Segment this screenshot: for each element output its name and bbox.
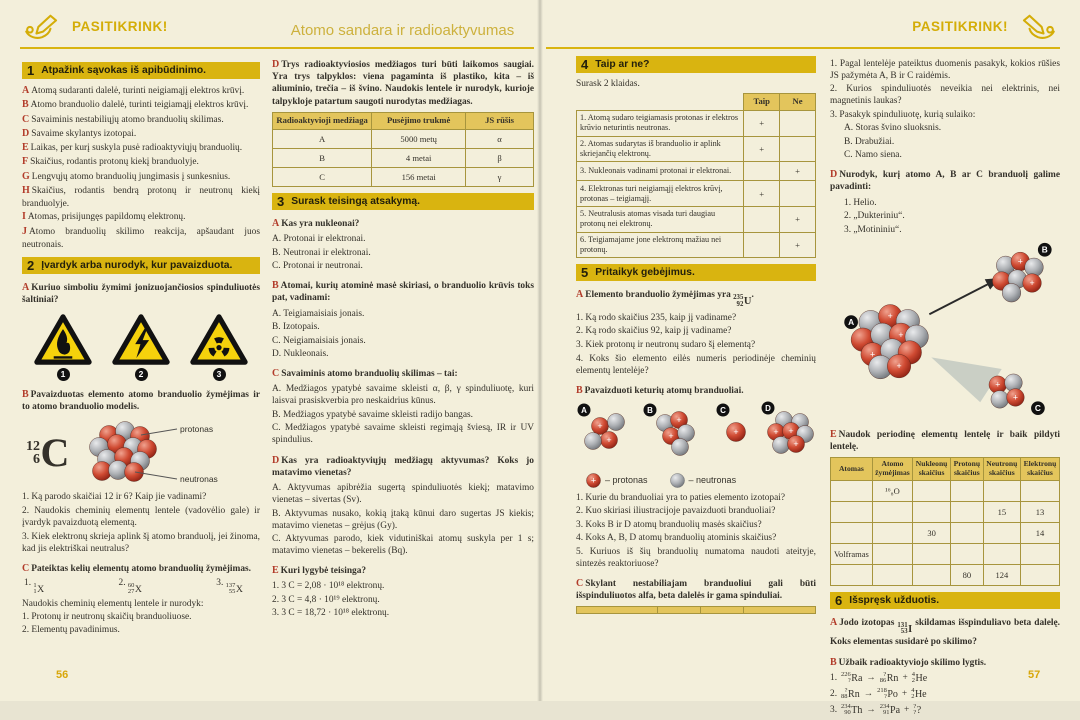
brand-label: PASITIKRINK! (72, 18, 168, 34)
table-row: 4. Elektronas turi neigiamąjį elektros krūvį, protonas – teigiamąjį. + (577, 181, 816, 207)
task-sub-options (844, 122, 1060, 161)
task-2b-lead: B Pavaizduotas elemento atomo branduolio žymėjimas ir to atomo branduolio modelis. (22, 388, 260, 413)
proton-icon (586, 473, 601, 488)
task-5a-lead: A Elemento branduolio žymėjimas yra 235 92 U . (576, 289, 754, 309)
nucleus-badge-c: C (1034, 402, 1041, 413)
proton-legend-chip (586, 473, 648, 488)
warning-signs-figure (22, 314, 260, 381)
question-item: 4. Koks šio elemento eilės numeris periodinėje cheminių elementų lentelėje? (576, 353, 816, 376)
task-6b-lead: B Užbaik radioaktyviojo skilimo lygtis. (830, 656, 987, 668)
column-header: Taip (744, 94, 780, 111)
svg-text:+: + (1029, 277, 1035, 288)
question-item: 1. Kurie du branduoliai yra to paties elemento izotopai? (576, 492, 786, 503)
section-number: 6 (835, 592, 843, 608)
arrow-glyph: → (863, 689, 874, 700)
definition-item: E Laikas, per kurį suskyla pusė radioaktyviųjų branduolių. (22, 142, 243, 154)
option-item: D. Nukleonais. (272, 349, 329, 360)
task-3d-lead: D Kas yra radioaktyviųjų medžiagų aktyvumas? Koks jo matavimo vienetas? (272, 454, 534, 478)
task-3a-lead: A Kas yra nukleonai? (272, 217, 360, 229)
decay-equation: 3. 234 90 Th → 234 91 Pa + ? ? ? (830, 702, 922, 717)
true-false-table (576, 93, 816, 258)
section-number: 1 (27, 63, 35, 78)
question-item: 1. Protonų ir neutronų skaičių branduoliuose. (22, 611, 192, 622)
section-number: 2 (27, 257, 35, 273)
task-2d-lead: D Trys radioaktyviosios medžiagos turi būti laikomos saugiai. Yra trys talpyklos: viena pagaminta iš plastiko, kita – iš aliuminio, trečia – iš švino. Naudokis lentele ir nurodyk, kurioje talpykloje patartum saugoti nurodytas medžiagas. (272, 59, 534, 107)
plus-glyph: + (904, 705, 910, 716)
question-item: 1. Ką rodo skaičius 235, kaip jį vadiname? (576, 312, 737, 323)
option-item: 2. „Dukteriniu“. (844, 211, 905, 222)
question-item: 3. Kiek elektronų skrieja aplink šį atomo branduolį, jei žinoma, kad jis elektriškai neutralus? (22, 531, 260, 554)
nuclide-item: 3. 137 55 X (216, 577, 243, 596)
section-title: Taip ar ne? (595, 59, 650, 70)
nucleus-model-image (77, 417, 239, 489)
section-number: 4 (581, 57, 589, 72)
neutron-label: neutronas (180, 474, 219, 485)
column-header: Ne (780, 94, 816, 111)
task-6a-lead: A Jodo izotopas 131 53 I skildamas išspinduliavo beta dalelę. Koks elementas susidarė po skilimo? (830, 616, 1061, 648)
nuclei-legend (586, 473, 816, 488)
warning-sign-1 (34, 314, 92, 381)
svg-text:+: + (898, 329, 904, 340)
svg-text:+: + (870, 349, 876, 360)
table-row: 1. Atomą sudaro teigiamasis protonas ir elektros krūvio neturintis neutronas. + (577, 110, 816, 136)
nucleus-badge-b: B (1041, 244, 1048, 255)
option-item: 1. 3 C = 2,08 · 10¹⁸ elektronų. (272, 581, 385, 592)
section-title: Atpažink sąvokas iš apibūdinimo. (41, 65, 207, 76)
table-row: B 4 metai β (273, 148, 534, 167)
section-title: Pritaikyk gebėjimus. (595, 267, 695, 279)
plus-glyph: + (901, 689, 908, 700)
task-3c-options (272, 383, 534, 446)
task-3b-lead: B Atomai, kurių atominė masė skiriasi, o branduolio krūvis toks pat, vadinami: (272, 280, 534, 304)
task-3b-options (272, 308, 534, 361)
option-item: B. Neutronai ir elektronai. (272, 247, 371, 258)
task-3a-options (272, 233, 534, 272)
writing-hand-icon (1016, 12, 1058, 40)
svg-text:+: + (896, 360, 902, 371)
svg-text:+: + (606, 434, 612, 445)
option-item: 2. 3 C = 4,8 · 10¹⁹ elektronų. (272, 594, 380, 605)
nucleus-badge-d: D (765, 403, 771, 413)
option-item: B. Aktyvumas nusako, kokią įtaką kūnui daro sugertas JS kiekis; matavimo vienetas – grėjus (Gy). (272, 508, 534, 531)
option-item: B. Izotopais. (272, 322, 320, 333)
task-2c-questions (22, 611, 260, 637)
section-2-header (22, 257, 260, 274)
svg-text:+: + (773, 426, 779, 437)
column-header: Atomas (831, 458, 873, 480)
option-item: 3. „Motininiu“. (844, 224, 902, 235)
question-item: 3. Koks B ir D atomų branduolių masės skaičius? (576, 519, 762, 530)
table-row: Volframas (831, 543, 1060, 564)
neutron-legend-chip (670, 473, 737, 488)
svg-text:+: + (597, 420, 603, 431)
svg-text:+: + (1012, 392, 1018, 403)
definition-item: A Atomą sudaranti dalelė, turinti neigiamąjį elektros krūvį. (22, 85, 245, 96)
figure-number-badge: 2 (135, 368, 148, 381)
option-item: C. Medžiagos ypatybė savaime skleisti regimąją šviesą, IR ir UV spindulius. (272, 423, 534, 446)
nucleus-badge-a: A (581, 405, 587, 415)
column-4 (830, 56, 1060, 720)
table-row: ¹⁶₈O (831, 480, 1060, 501)
task-2b-questions (22, 491, 260, 554)
page-number-right: 57 (1028, 669, 1041, 681)
column-1 (22, 56, 260, 638)
option-item: 3. 3 C = 18,72 · 10¹⁸ elektronų. (272, 608, 390, 619)
figure-number-badge: 1 (57, 368, 70, 381)
nucleus-badge-a: A (848, 316, 855, 327)
nucleus-badge-b: B (647, 405, 653, 415)
flammable-icon (34, 314, 92, 365)
neutron-icon (670, 473, 685, 488)
svg-text:+: + (733, 426, 739, 437)
legend-label: – neutronas (688, 475, 737, 486)
question-item: 2. Ką rodo skaičius 92, kaip jį vadiname? (576, 326, 732, 337)
svg-text:+: + (676, 414, 682, 425)
option-item: C. Aktyvumas parodo, kiek vidutiniškai atomų suskyla per 1 s; matavimo vienetas – bekerelis (Bq). (272, 534, 534, 557)
option-item: A. Protonai ir elektronai. (272, 233, 366, 244)
section-5-header (576, 264, 816, 281)
brand-right (912, 12, 1058, 40)
high-voltage-icon (112, 314, 170, 365)
table-row: A 5000 metų α (273, 129, 534, 148)
task-continuation-questions (830, 58, 1060, 121)
definition-item: G Lengvųjų atomo branduolių jungimasis į sunkesnius. (22, 170, 231, 182)
proton-label: protonas (180, 424, 214, 435)
section-1-header (22, 62, 260, 79)
svg-text:+: + (788, 425, 794, 436)
question-item: 3. Kiek protonų ir neutronų sudaro šį elementą? (576, 340, 756, 350)
header-rule-right (546, 47, 1060, 49)
section-3-header (272, 193, 534, 210)
column-header: Atomo žymėjimas (872, 458, 912, 480)
task-2c-note: Naudokis cheminių elementų lentele ir nurodyk: (22, 598, 204, 609)
column-header: JS rūšis (466, 112, 534, 129)
option-item: B. Drabužiai. (844, 136, 895, 147)
option-item: A. Storas švino sluoksnis. (844, 123, 942, 134)
task-d-items (844, 197, 1060, 236)
page-number-left: 56 (56, 669, 69, 681)
task-3e-lead: E Kuri lygybė teisinga? (272, 565, 367, 577)
header-rule-left (20, 47, 534, 49)
writing-hand-icon (22, 12, 64, 40)
task-2a-lead: A Kuriuo simboliu žymimi jonizuojančiosios spinduliuotės šaltiniai? (22, 281, 260, 305)
option-item: B. Medžiagos ypatybė savaime skleisti radijo bangas. (272, 409, 473, 420)
svg-text:+: + (995, 379, 1001, 390)
decay-equations (830, 672, 1060, 717)
definition-item: H Skaičius, rodantis bendrą protonų ir neutronų kiekį branduolyje. (22, 185, 260, 209)
nuclide-item: 1. 1 1 X (24, 577, 45, 596)
section-title: Įvardyk arba nurodyk, kur pavaizduota. (41, 259, 233, 271)
option-item: A. Teigiamaisiais jonais. (272, 308, 365, 319)
table-row: 6. Teigiamajame jone elektronų mažiau nei protonų. + (577, 232, 816, 258)
decay-diagram-figure (830, 238, 1060, 421)
column-header: Protonų skaičius (951, 458, 984, 480)
nucleus-badge-c: C (720, 405, 726, 415)
plus-glyph: + (902, 673, 908, 684)
definition-item: C Savaiminis nestabiliųjų atomo branduolių skilimas. (22, 113, 224, 125)
option-item: C. Protonai ir neutronai. (272, 261, 363, 272)
column-header: Nukleonų skaičius (913, 458, 951, 480)
definition-item: I Atomas, prisijungęs papildomų elektronų. (22, 211, 186, 223)
column-header: Pusėjimo trukmė (372, 112, 466, 129)
four-nuclei-figure (576, 400, 816, 469)
svg-text:+: + (887, 310, 893, 321)
column-2 (272, 56, 534, 621)
svg-text:+: + (793, 438, 799, 449)
radiation-table (576, 606, 816, 614)
task-3e-options (272, 580, 534, 619)
task-d-lead: D Nurodyk, kurį atomo A, B ar C branduolį galime pavadinti: (830, 169, 1060, 193)
option-item: A. Medžiagos ypatybė savaime skleisti α, β, γ spinduliuotę, kuri laisvai prasiskverbia pro neskaidrius kūnus. (272, 384, 534, 407)
uranium-nuclide: 235 92 U (733, 294, 752, 309)
definition-item: F Skaičius, rodantis protonų kiekį branduolyje. (22, 156, 199, 168)
nuclide-item: 2. 60 27 X (118, 577, 142, 596)
column-header (744, 607, 816, 614)
materials-table (272, 112, 534, 187)
column-3 (576, 56, 816, 618)
brand-label: PASITIKRINK! (912, 18, 1008, 34)
table-row: C 156 metai γ (273, 167, 534, 186)
table-row: 30 14 (831, 522, 1060, 543)
option-item: 1. Helio. (844, 197, 877, 208)
task-5a-questions (576, 312, 816, 377)
nuclear-decay-image (833, 238, 1057, 416)
question-item: 2. Kuo skiriasi iliustracijoje pavaizduoti branduoliai? (576, 506, 776, 517)
decay-equation: 1. 226 ? Ra → ? 86 Rn + 4 2 He (830, 670, 928, 685)
task-3c-lead: C Savaiminis atomo branduolių skilimas – tai: (272, 368, 458, 380)
section-number: 3 (277, 193, 285, 209)
carbon-nucleus-figure (26, 417, 260, 489)
question-item: 2. Elementų pavadinimus. (22, 625, 120, 636)
column-header (701, 607, 744, 614)
section-6-header (830, 592, 1060, 609)
table-row: 15 13 (831, 501, 1060, 522)
svg-text:+: + (590, 475, 597, 486)
column-header (658, 607, 701, 614)
radioactive-icon (190, 314, 248, 365)
question-item: 1. Pagal lentelėje pateiktus duomenis pasakyk, kokios rūšies JS pažymėta A, B ir C raidėmis. (830, 58, 1060, 81)
question-item: 1. Ką parodo skaičiai 12 ir 6? Kaip jie vadinami? (22, 492, 207, 503)
elements-fill-table (830, 457, 1060, 585)
decay-equation: 2. ? 88 Rn → 218 ? Po + 4 2 He (830, 686, 927, 701)
table-row: 3. Nukleonais vadinami protonai ir elektronai. + (577, 162, 816, 181)
brand-left (22, 12, 168, 40)
question-item: 5. Kuriuos iš šių branduolių numatoma naudoti ateityje, sintezės reaktoriuose? (576, 546, 816, 569)
figure-number-badge: 3 (213, 368, 226, 381)
task-4-intro: Surask 2 klaidas. (576, 79, 640, 89)
option-item: C. Neigiamaisiais jonais. (272, 335, 366, 346)
nuclei-image (576, 400, 814, 464)
warning-sign-2 (112, 314, 170, 381)
column-header: Neutronų skaičius (983, 458, 1020, 480)
task-2c-lead: C Pateiktas kelių elementų atomo branduolių žymėjimas. (22, 562, 252, 574)
option-item: A. Aktyvumas apibrėžia sugertą spinduliuotės kiekį; matavimo vienetas – sivertas (Sv). (272, 482, 534, 505)
section-title: Išspręsk užduotis. (849, 594, 940, 606)
section-number: 5 (581, 265, 589, 281)
arrow-glyph: → (866, 673, 876, 684)
section-title: Surask teisingą atsakymą. (291, 195, 421, 207)
task-5b-lead: B Pavaizduoti keturių atomų branduoliai. (576, 384, 744, 396)
iodine-nuclide: 131 53 I (897, 621, 913, 636)
option-item: C. Namo siena. (844, 150, 902, 161)
question-item: 2. Naudokis cheminių elementų lentele (vadovėlio gale) ir įvardyk pavaizduotą elementą. (22, 505, 260, 528)
svg-text:+: + (1017, 256, 1023, 267)
task-e-lead: E Naudok periodinę elementų lentelę ir baik pildyti lentelę. (830, 428, 1060, 452)
column-header: Elektronų skaičius (1020, 458, 1059, 480)
svg-text:+: + (668, 430, 674, 441)
definition-item: J Atomo branduolių skilimo reakcija, apšaudant juos neutronais. (22, 225, 260, 250)
carbon-nuclide-symbol: 12 6 C (26, 430, 70, 476)
question-item: 4. Koks A, B, D atomų branduolių atominis skaičius? (576, 533, 777, 544)
nuclide-row (24, 578, 243, 596)
definition-list (22, 85, 260, 251)
column-header (577, 607, 658, 614)
arrow-glyph: → (866, 705, 876, 716)
column-header: Radioaktyvioji medžiaga (273, 112, 372, 129)
question-item: 2. Kurios spinduliuotės neveikia nei elektrinis, nei magnetinis laukas? (830, 84, 1060, 107)
table-row: 80 124 (831, 564, 1060, 585)
table-row: 2. Atomas sudarytas iš branduolio ir aplink skriejančių elektronų. + (577, 136, 816, 162)
task-3d-options (272, 482, 534, 557)
task-5c-lead: C Skylant nestabiliajam branduoliui gali būti išspinduliuotos alfa, beta dalelės ir gama spinduliai. (576, 578, 816, 602)
chapter-title: Atomo sandara ir radioaktyvumas (290, 22, 515, 39)
legend-label: – protonas (605, 475, 648, 486)
page-gutter (537, 0, 543, 701)
question-item: 3. Pasakyk spinduliuotę, kurią sulaiko: (830, 109, 976, 120)
definition-item: B Atomo branduolio dalelė, turinti teigiamąjį elektros krūvį. (22, 99, 249, 111)
definition-item: D Savaime skylantys izotopai. (22, 127, 137, 139)
task-5b-questions (576, 492, 816, 570)
section-4-header (576, 56, 816, 73)
table-row: 5. Neutralusis atomas visada turi daugiau protonų nei elektronų. + (577, 206, 816, 232)
warning-sign-3 (190, 314, 248, 381)
